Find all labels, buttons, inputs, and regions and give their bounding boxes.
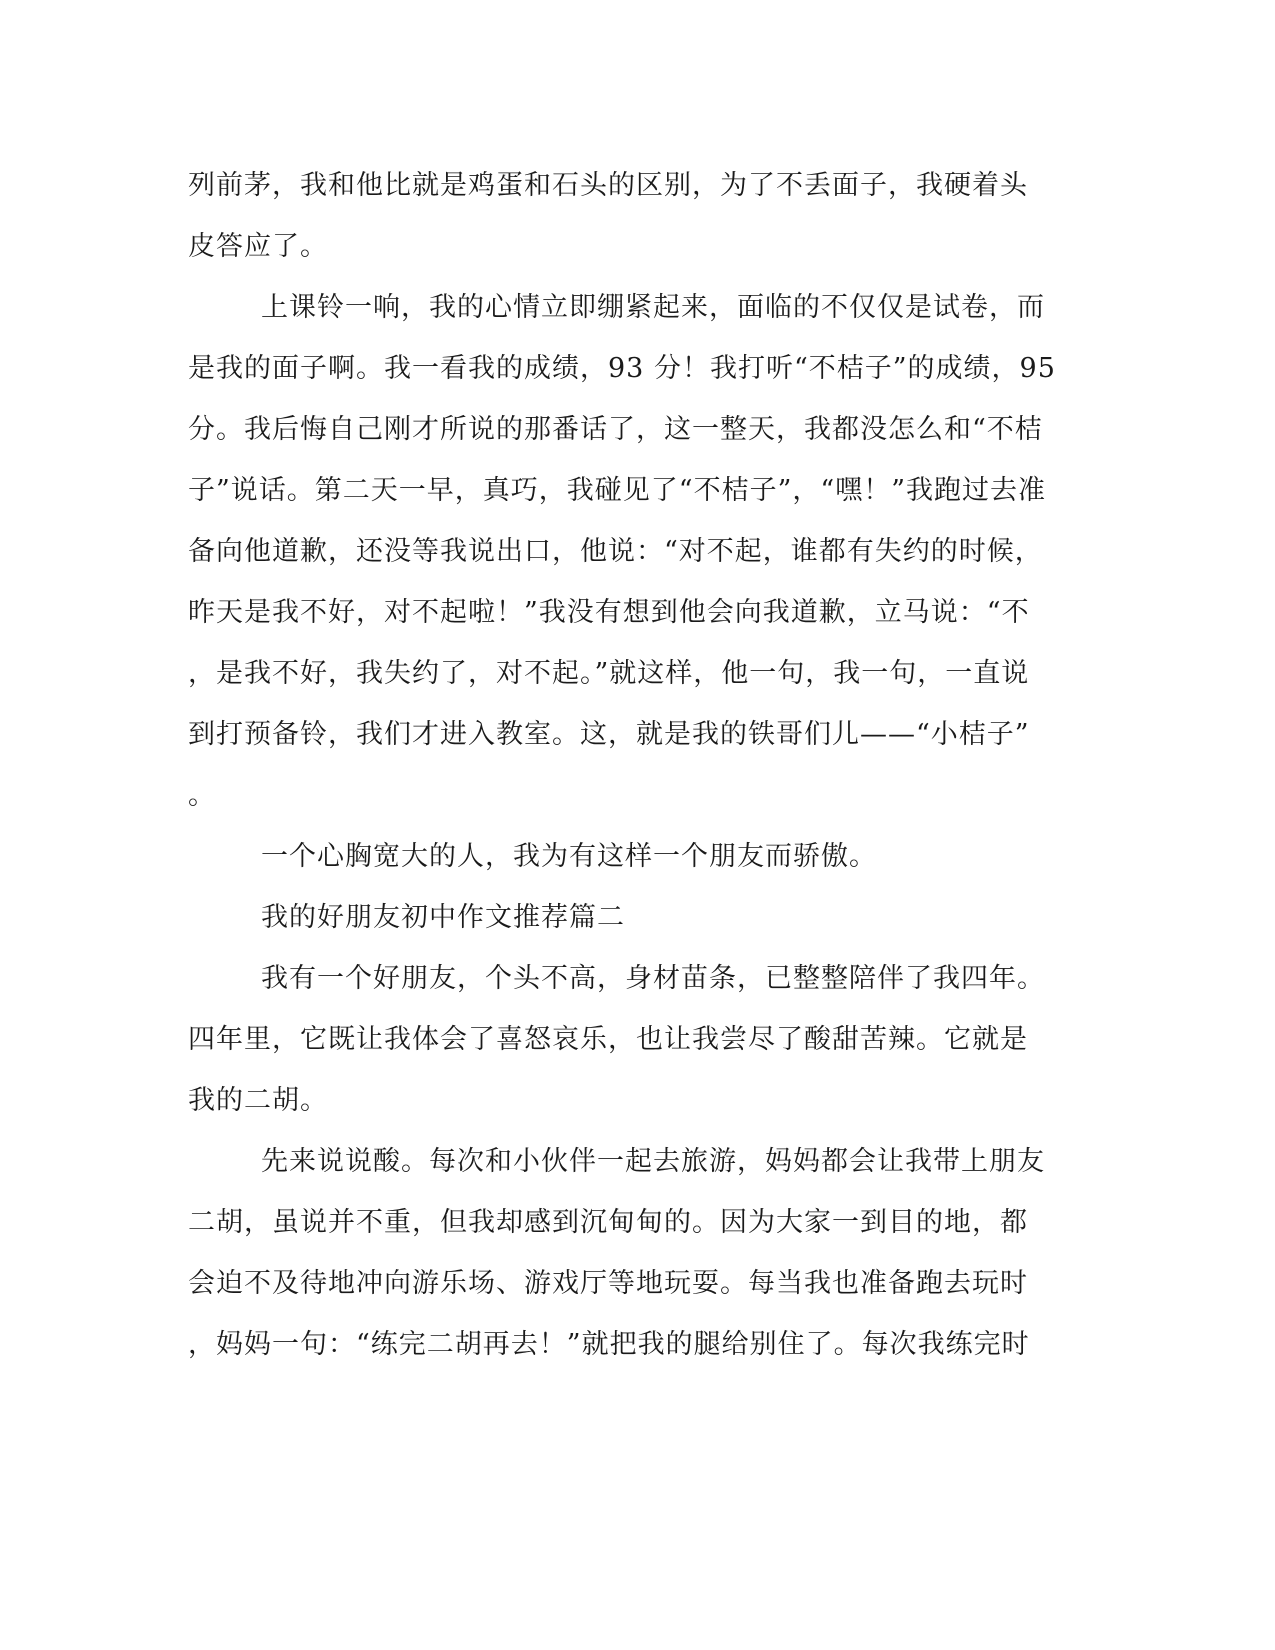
text-line: 皮答应了。 — [188, 231, 328, 262]
text-line: 二胡，虽说并不重，但我却感到沉甸甸的。因为大家一到目的地，都 — [188, 1207, 1028, 1238]
text-line: 四年里，它既让我体会了喜怒哀乐，也让我尝尽了酸甜苦辣。它就是 — [188, 1024, 1028, 1055]
text-line: 。 — [188, 780, 216, 811]
text-line: 到打预备铃，我们才进入教室。这，就是我的铁哥们儿——“小桔子” — [188, 719, 1030, 750]
section-heading: 我的好朋友初中作文推荐篇二 — [261, 902, 625, 933]
text-line: 会迫不及待地冲向游乐场、游戏厅等地玩耍。每当我也准备跑去玩时 — [188, 1268, 1028, 1299]
text-line: ，是我不好，我失约了，对不起。”就这样，他一句，我一句，一直说 — [188, 658, 1030, 689]
essay-body — [188, 155, 1068, 1375]
text-line: 昨天是我不好，对不起啦！”我没有想到他会向我道歉，立马说：“不 — [188, 597, 1030, 628]
text-line: 我的二胡。 — [188, 1085, 328, 1116]
paragraph-start-line: 我有一个好朋友，个头不高，身材苗条，已整整陪伴了我四年。 — [261, 963, 1045, 994]
text-line: 列前茅，我和他比就是鸡蛋和石头的区别，为了不丢面子，我硬着头 — [188, 170, 1028, 201]
text-line: 备向他道歉，还没等我说出口，他说：“对不起，谁都有失约的时候， — [188, 536, 1043, 567]
text-line: 分。我后悔自己刚才所说的那番话了，这一整天，我都没怎么和“不桔 — [188, 414, 1043, 445]
paragraph-start-line: 上课铃一响，我的心情立即绷紧起来，面临的不仅仅是试卷，而 — [261, 292, 1045, 323]
paragraph-start-line: 先来说说酸。每次和小伙伴一起去旅游，妈妈都会让我带上朋友 — [261, 1146, 1045, 1177]
text-line: ，妈妈一句：“练完二胡再去！”就把我的腿给别住了。每次我练完时 — [188, 1329, 1030, 1360]
text-line: 子”说话。第二天一早，真巧，我碰见了“不桔子”，“嘿！”我跑过去准 — [188, 475, 1047, 506]
text-line: 是我的面子啊。我一看我的成绩，93 分！我打听“不桔子”的成绩，95 — [188, 353, 1056, 384]
paragraph-start-line: 一个心胸宽大的人，我为有这样一个朋友而骄傲。 — [261, 841, 877, 872]
